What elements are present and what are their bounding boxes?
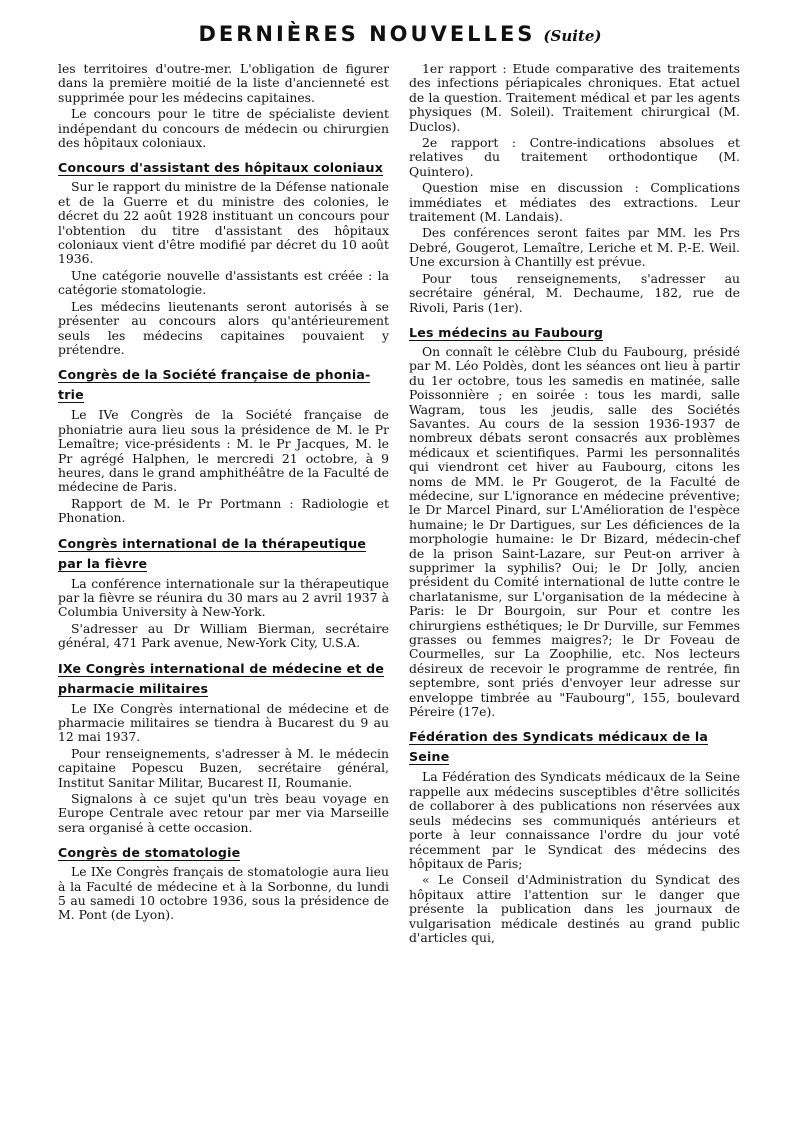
paragraph: les territoires d'outre-mer. L'obligation de figurer dans la première moitié de la liste d'ancienneté est supprimée pour les médecins capitaines. bbox=[58, 61, 389, 105]
left-column bbox=[58, 62, 389, 925]
paragraph: Signalons à ce sujet qu'un très beau voyage en Europe Centrale avec retour par mer via Marseille sera organisé à cette occasion. bbox=[58, 791, 389, 835]
section-heading: Les médecins au Faubourg bbox=[409, 324, 604, 340]
paragraph: Question mise en discussion : Complications immédiates et médiates des extractions. Leur traitement (M. Landais). bbox=[409, 180, 740, 225]
section-heading: Fédération des Syndicats médicaux de la Seine bbox=[409, 729, 709, 765]
paragraph: 1er rapport : Etude comparative des traitements des infections périapicales chroniques. Etat actuel de la question. Traitement médical et par les agents physiques (M. Soleil). Traitement chirurgical (M. Duclos). bbox=[409, 61, 740, 134]
paragraph: Sur le rapport du ministre de la Défense nationale et de la Guerre et du ministre des colonies, le décret du 22 août 1928 instituant un concours pour l'obtention du titre d'assistant des hôpitaux coloniaux vient d'être modifié par décret du 10 août 1936. bbox=[58, 179, 389, 267]
header-suite: (Suite) bbox=[543, 27, 602, 45]
section-heading: IXe Congrès international de médecine et de pharmacie militaires bbox=[58, 660, 385, 696]
paragraph: Une catégorie nouvelle d'assistants est créée : la catégorie stomatologie. bbox=[58, 267, 389, 298]
paragraph: Pour tous renseignements, s'adresser au secrétaire général, M. Dechaume, 182, rue de Rivoli, Paris (1er). bbox=[409, 270, 740, 315]
section-heading: Congrès international de la thérapeutique par la fièvre bbox=[58, 535, 367, 571]
paragraph: Le IXe Congrès français de stomatologie aura lieu à la Faculté de médecine et à la Sorbonne, du lundi 5 au samedi 10 octobre 1936, sous la présidence de M. Pont (de Lyon). bbox=[58, 864, 389, 923]
section-heading: Concours d'assistant des hôpitaux coloniaux bbox=[58, 160, 384, 176]
paragraph: Rapport de M. le Pr Portmann : Radiologie et Phonation. bbox=[58, 495, 389, 526]
paragraph: Les médecins lieutenants seront autorisés à se présenter au concours alors qu'antérieurement seuls les médecins capitaines pouvaient y prétendre. bbox=[58, 298, 389, 357]
section-heading: Congrès de la Société française de phonia- trie bbox=[58, 367, 371, 403]
paragraph: Le IVe Congrès de la Société française de phoniatrie aura lieu sous la présidence de M. le Pr Lemaître; vice-présidents : M. le Pr Jacques, M. le Pr agrégé Halphen, le mercredi 21 octobre, à 9 heures, dans le grand amphithéâtre de la Faculté de médecine de Paris. bbox=[58, 407, 389, 495]
right-column bbox=[409, 62, 740, 947]
paragraph: Des conférences seront faites par MM. les Prs Debré, Gougerot, Lemaître, Leriche et M. P.-E. Weil. Une excursion à Chantilly est prévue. bbox=[409, 225, 740, 270]
header-title: DERNIÈRES NOUVELLES bbox=[198, 22, 536, 46]
paragraph: S'adresser au Dr William Bierman, secrétaire général, 471 Park avenue, New-York City, U.S.A. bbox=[58, 620, 389, 651]
paragraph: On connaît le célèbre Club du Faubourg, présidé par M. Léo Poldès, dont les séances ont lieu à partir du 1er octobre, tous les samedis en matinée, salle Poissonnière ; en soirée : tous les mardi, salle Wagram, tous les jeudis, salle des Sociétés Savantes. Au cours de la session 1936-1937 de nombreux débats seront consacrés aux problèmes médicaux et scientifiques. Parmi les personnalités qui viendront cet hiver au Faubourg, citons les noms de MM. le Pr Gougerot, de la Faculté de médecine, sur L'ignorance en médecine préventive; le Dr Marcel Pinard, sur L'Amélioration de l'espèce humaine; le Dr Dartigues, sur Les déficiences de la morphologie humaine: le Dr Bizard, médecin-chef de la prison Saint-Lazare, sur Peut-on arriver à supprimer la syphilis? Oui; le Dr Jolly, ancien président du Comité international de lutte contre le charlatanisme, sur L'organisation de la médecine à Paris: le Dr Bourgoin, sur Pour et contre les chirurgiens esthétiques; le Dr Durville, sur Femmes grasses ou femmes maigres?; le Dr Foveau de Courmelles, sur La Zoophilie, etc. Nos lecteurs désireux de recevoir le programme de rentrée, fin septembre, sont priés d'envoyer leur adresse sur enveloppe timbrée au "Faubourg", 155, boulevard Péreire (17e). bbox=[409, 343, 740, 720]
paragraph: Le IXe Congrès international de médecine et de pharmacie militaires se tiendra à Bucarest du 9 au 12 mai 1937. bbox=[58, 700, 389, 745]
paragraph: La Fédération des Syndicats médicaux de la Seine rappelle aux médecins susceptibles d'être sollicités de collaborer à des publications non réservées aux seuls médecins ses communiqués antérieurs et porte à leur connaissance l'ordre du jour voté récemment par le Syndicat des médecins des hôpitaux de Paris; bbox=[409, 769, 740, 871]
paragraph: « Le Conseil d'Administration du Syndicat des hôpitaux attire l'attention sur le danger que présente la publication dans les journaux de vulgarisation médicale destinés au grand public d'articles qui, bbox=[409, 872, 740, 945]
page-header bbox=[0, 22, 800, 46]
paragraph: La conférence internationale sur la thérapeutique par la fièvre se réunira du 30 mars au 2 avril 1937 à Columbia University à New-York. bbox=[58, 575, 389, 620]
paragraph: Pour renseignements, s'adresser à M. le médecin capitaine Popescu Buzen, secrétaire général, Institut Sanitar Militar, Bucarest II, Roumanie. bbox=[58, 745, 389, 790]
section-heading: Congrès de stomatologie bbox=[58, 845, 241, 861]
paragraph: Le concours pour le titre de spécialiste devient indépendant du concours de médecin ou chirurgien des hôpitaux coloniaux. bbox=[58, 106, 389, 151]
paragraph: 2e rapport : Contre-indications absolues et relatives du traitement orthodontique (M. Quintero). bbox=[409, 135, 740, 179]
